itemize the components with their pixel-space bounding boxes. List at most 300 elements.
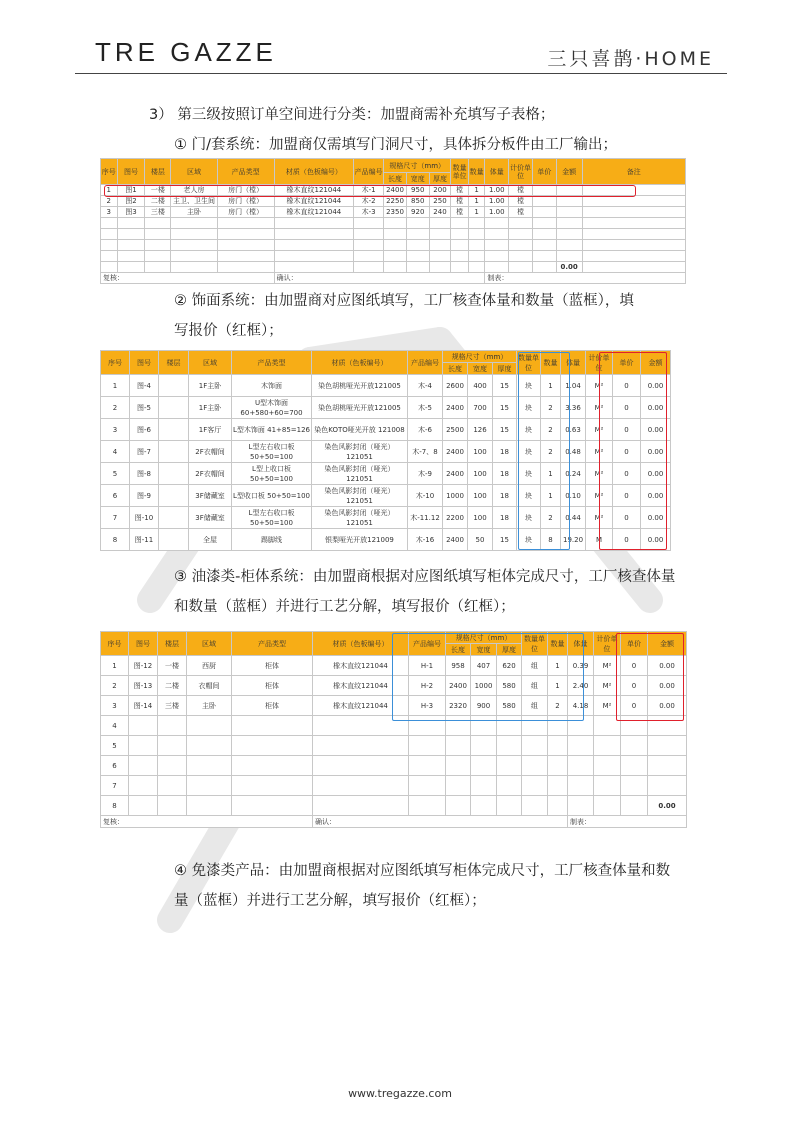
table-row: [101, 529, 671, 551]
table-cell: [187, 716, 232, 736]
table-cell: 0.24: [561, 463, 586, 485]
table-cell: [384, 218, 407, 229]
table-cell: 块: [517, 463, 541, 485]
table-cell: [232, 736, 313, 756]
th-amount: 金额: [648, 632, 687, 656]
table-cell: [568, 716, 594, 736]
table-cell: 6: [101, 756, 129, 776]
table-cell: [313, 716, 409, 736]
table-row: [101, 240, 686, 251]
table-cell: 银梨哑光开放121009: [312, 529, 408, 551]
table-cell: [497, 796, 522, 816]
th-price: 单价: [613, 351, 641, 375]
table-cell: [621, 776, 648, 796]
table-cell: [532, 218, 556, 229]
th-pcode: 产品编号: [408, 351, 443, 375]
table-cell: [485, 262, 509, 273]
table-cell: 染色风影封闭（哑光） 121051: [312, 485, 408, 507]
table-cell: 2F衣帽间: [189, 463, 232, 485]
table-cell: [171, 251, 218, 262]
table-cell: 8: [101, 529, 130, 551]
th-qty: 数量: [541, 351, 561, 375]
table-sign-row: [101, 273, 686, 284]
table-cell: 250: [429, 196, 451, 207]
table-cell: [509, 229, 533, 240]
table-cell: 组: [522, 676, 548, 696]
table-cell: [468, 229, 485, 240]
table-cell: 4: [101, 716, 129, 736]
header-divider: [75, 73, 727, 74]
table-cell: 块: [517, 485, 541, 507]
table-cell: 2400: [443, 397, 468, 419]
table-cell: 图-8: [130, 463, 159, 485]
cabinet-system-note-2: 和数量（蓝框）并进行工艺分解，填写报价（红框）；: [174, 599, 515, 615]
table-cell: 0: [621, 656, 648, 676]
table-cell: 橡木直纹121044: [274, 207, 354, 218]
table-cell: [145, 240, 171, 251]
veneer-system-table: [100, 350, 671, 551]
th-seq: 序号: [101, 351, 130, 375]
th-thk: 厚度: [493, 363, 517, 375]
th-price: 单价: [621, 632, 648, 656]
table-cell: [451, 229, 469, 240]
table-cell: 一楼: [145, 185, 171, 196]
table-cell: [548, 736, 568, 756]
table-cell: 衣帽间: [187, 676, 232, 696]
table-cell: [117, 218, 145, 229]
table-cell: [497, 736, 522, 756]
table-cell: 8: [541, 529, 561, 551]
table-cell: 950: [406, 185, 429, 196]
table-cell: 850: [406, 196, 429, 207]
table-cell: [145, 262, 171, 273]
table-cell: [471, 736, 497, 756]
table-cell: [313, 776, 409, 796]
table-cell: [384, 251, 407, 262]
table-cell: 组: [522, 696, 548, 716]
table-cell: 3F储藏室: [189, 485, 232, 507]
th-thk: 厚度: [497, 644, 522, 656]
section-3-heading: 3） 第三级按照订单空间进行分类：加盟商需补充填写子表格；: [149, 107, 555, 123]
table-cell: M²: [586, 375, 613, 397]
table-cell: 樘: [451, 196, 469, 207]
table-cell: [594, 756, 621, 776]
table-cell: [409, 756, 446, 776]
table-row: [101, 196, 686, 207]
table-cell: [101, 262, 118, 273]
table-cell: 橡木直纹121044: [313, 676, 409, 696]
table-cell: [568, 776, 594, 796]
table-cell: 图-12: [129, 656, 158, 676]
table-cell: 0.00: [641, 419, 671, 441]
table-cell: [556, 251, 582, 262]
table-cell: L型木饰面 41+85=126: [232, 419, 312, 441]
table-cell: [159, 529, 189, 551]
cabinet-system-table: [100, 631, 687, 828]
table-cell: 图-9: [130, 485, 159, 507]
table-cell: M²: [594, 696, 621, 716]
table-cell: 0.00: [648, 656, 687, 676]
th-spec: 规格尺寸（mm）: [443, 351, 517, 363]
table-cell: 0.00: [641, 397, 671, 419]
table-cell: 0.00: [641, 441, 671, 463]
table-cell: 3.36: [561, 397, 586, 419]
table-cell: [497, 776, 522, 796]
table-cell: 2500: [443, 419, 468, 441]
th-wid: 宽度: [468, 363, 493, 375]
table-cell: [568, 796, 594, 816]
table-cell: 樘: [451, 207, 469, 218]
th-material: 材质（色板编号）: [313, 632, 409, 656]
table-cell: [532, 240, 556, 251]
table-row: [101, 656, 687, 676]
table-cell: [485, 229, 509, 240]
table-cell: [101, 218, 118, 229]
table-cell: 房门（樘）: [217, 185, 274, 196]
table-cell: [556, 240, 582, 251]
table-cell: 1: [468, 207, 485, 218]
table-cell: 2400: [446, 676, 471, 696]
table-cell: 柜体: [232, 676, 313, 696]
table-cell: 3: [101, 419, 130, 441]
table-cell: 樘: [451, 185, 469, 196]
brand-name: 三只喜鹊·HOME: [547, 48, 714, 70]
table-cell: 0.00: [641, 375, 671, 397]
table-cell: 958: [446, 656, 471, 676]
table-cell: 0.00: [641, 529, 671, 551]
table-cell: 900: [471, 696, 497, 716]
table-cell: 100: [468, 485, 493, 507]
table-cell: [159, 441, 189, 463]
table-cell: [117, 262, 145, 273]
table-row: [101, 676, 687, 696]
table-cell: [594, 796, 621, 816]
table-cell: [429, 218, 451, 229]
table-cell: [446, 756, 471, 776]
table-cell: [384, 262, 407, 273]
table-row: [101, 397, 671, 419]
th-thk: 厚度: [429, 173, 451, 185]
table-cell: 200: [429, 185, 451, 196]
table-cell: 2: [101, 196, 118, 207]
th-ptype: 产品类型: [217, 159, 274, 185]
table-cell: 木-1: [354, 185, 384, 196]
table-cell: 图-13: [129, 676, 158, 696]
table-cell: H-3: [409, 696, 446, 716]
table-cell: 1.00: [485, 185, 509, 196]
table-cell: 木-11.12: [408, 507, 443, 529]
table-cell: 3F储藏室: [189, 507, 232, 529]
table-cell: 1F客厅: [189, 419, 232, 441]
table-cell: [468, 251, 485, 262]
th-vol: 体量: [561, 351, 586, 375]
table-cell: 0.63: [561, 419, 586, 441]
table-cell: [509, 218, 533, 229]
table-cell: 图-5: [130, 397, 159, 419]
table-cell: [582, 229, 685, 240]
table-cell: [509, 240, 533, 251]
brand-logo: [95, 37, 277, 68]
table-cell: 橡木直纹121044: [313, 696, 409, 716]
table-cell: 染色胡桃哑光开放121005: [312, 375, 408, 397]
table-cell: 920: [406, 207, 429, 218]
table-cell: [446, 716, 471, 736]
table-cell: [274, 229, 354, 240]
table-cell: [429, 229, 451, 240]
table-cell: 主卧: [171, 207, 218, 218]
table-cell: 0: [621, 696, 648, 716]
th-remark: 备注: [582, 159, 685, 185]
table-row: [101, 251, 686, 262]
table-cell: M²: [594, 676, 621, 696]
table-cell: M²: [586, 485, 613, 507]
table-cell: [471, 716, 497, 736]
veneer-system-note-1: ② 饰面系统：由加盟商对应图纸填写，工厂核查体量和数量（蓝框），填: [174, 293, 634, 309]
table-cell: L型左右收口板 50+50=100: [232, 507, 312, 529]
table-cell: 7: [101, 776, 129, 796]
table-cell: 图-4: [130, 375, 159, 397]
table-cell: [485, 218, 509, 229]
table-cell: [117, 240, 145, 251]
table-cell: [171, 240, 218, 251]
table-cell: 二楼: [158, 676, 187, 696]
table-total-row: [101, 262, 686, 273]
table-cell: [522, 776, 548, 796]
table-row: [101, 756, 687, 776]
table-cell: 染色风影封闭（哑光） 121051: [312, 441, 408, 463]
table-cell: [446, 796, 471, 816]
table-cell: [548, 756, 568, 776]
th-spec: 规格尺寸（mm）: [446, 632, 522, 644]
table-cell: 0.48: [561, 441, 586, 463]
table-cell: [187, 796, 232, 816]
table-cell: 2: [541, 397, 561, 419]
table-cell: M²: [586, 507, 613, 529]
table-cell: 6: [101, 485, 130, 507]
table-cell: M²: [586, 441, 613, 463]
table-cell: 主卫、卫生间: [171, 196, 218, 207]
th-pcode: 产品编号: [354, 159, 384, 185]
th-wid: 宽度: [471, 644, 497, 656]
table-cell: [621, 796, 648, 816]
table-cell: M²: [586, 397, 613, 419]
table-cell: 1: [548, 656, 568, 676]
table-cell: [556, 196, 582, 207]
table-cell: 图2: [117, 196, 145, 207]
table-cell: 染色风影封闭（哑光） 121051: [312, 463, 408, 485]
table-cell: 1F主卧: [189, 375, 232, 397]
table-cell: 图1: [117, 185, 145, 196]
table-cell: 0.39: [568, 656, 594, 676]
table-cell: 木-2: [354, 196, 384, 207]
table-cell: 橡木直纹121044: [274, 185, 354, 196]
logo-text: TRE GAZZE: [95, 37, 277, 67]
table-cell: 块: [517, 397, 541, 419]
table-cell: 2400: [443, 441, 468, 463]
table-cell: [485, 240, 509, 251]
table-row: [101, 441, 671, 463]
table-cell: [129, 776, 158, 796]
table-cell: 块: [517, 507, 541, 529]
table-cell: [648, 776, 687, 796]
table-row: [101, 218, 686, 229]
table-cell: 图-11: [130, 529, 159, 551]
table-cell: 主卧: [187, 696, 232, 716]
table-cell: 100: [468, 463, 493, 485]
th-drawing: 图号: [117, 159, 145, 185]
table-cell: 0: [613, 507, 641, 529]
table-cell: [217, 262, 274, 273]
th-ptype: 产品类型: [232, 632, 313, 656]
th-vol: 体量: [568, 632, 594, 656]
table-cell: 复核：: [101, 273, 275, 284]
table-row: [101, 776, 687, 796]
table-cell: [101, 240, 118, 251]
table-cell: 0.00: [641, 485, 671, 507]
table-cell: [594, 716, 621, 736]
table-cell: [446, 776, 471, 796]
table-cell: 580: [497, 676, 522, 696]
table-cell: 100: [468, 441, 493, 463]
th-floor: 楼层: [158, 632, 187, 656]
table-cell: [171, 229, 218, 240]
table-cell: 15: [493, 397, 517, 419]
table-cell: [354, 229, 384, 240]
table-cell: [406, 251, 429, 262]
page-header: [0, 0, 800, 80]
table-cell: L型收口板 50+50=100: [232, 485, 312, 507]
table-cell: 木-5: [408, 397, 443, 419]
table-cell: [101, 229, 118, 240]
table-cell: [582, 196, 685, 207]
th-amount: 金额: [556, 159, 582, 185]
table-cell: H-2: [409, 676, 446, 696]
table-cell: [158, 776, 187, 796]
table-cell: 0: [613, 529, 641, 551]
table-cell: [568, 736, 594, 756]
table-cell: 240: [429, 207, 451, 218]
table-cell: 全屋: [189, 529, 232, 551]
th-material: 材质（色板编号）: [274, 159, 354, 185]
table-cell: [117, 251, 145, 262]
th-area: 区域: [187, 632, 232, 656]
table-cell: [522, 756, 548, 776]
table-cell: [446, 736, 471, 756]
table-cell: 18: [493, 507, 517, 529]
table-cell: 2F衣帽间: [189, 441, 232, 463]
table-cell: [232, 716, 313, 736]
table-cell: H-1: [409, 656, 446, 676]
table-cell: [497, 716, 522, 736]
table-cell: 3: [101, 696, 129, 716]
table-cell: [582, 262, 685, 273]
table-cell: [384, 229, 407, 240]
table-cell: [429, 240, 451, 251]
table-cell: [429, 262, 451, 273]
th-punit: 计价单位: [509, 159, 533, 185]
table-cell: [313, 756, 409, 776]
table-cell: 15: [493, 419, 517, 441]
th-punit: 计价单位: [594, 632, 621, 656]
table-cell: [129, 736, 158, 756]
table-cell: 图-14: [129, 696, 158, 716]
th-wid: 宽度: [406, 173, 429, 185]
table-cell: [548, 776, 568, 796]
table-row: [101, 463, 671, 485]
table-cell: 0: [621, 676, 648, 696]
table-cell: M²: [586, 419, 613, 441]
table-cell: 染色胡桃哑光开放121005: [312, 397, 408, 419]
table-row: [101, 716, 687, 736]
table-cell: [471, 776, 497, 796]
table-cell: 5: [101, 736, 129, 756]
table-cell: 樘: [509, 196, 533, 207]
table-cell: 19.20: [561, 529, 586, 551]
table-cell: 2: [101, 676, 129, 696]
table-cell: 制表：: [485, 273, 686, 284]
table-cell: 2: [548, 696, 568, 716]
table-cell: 制表：: [568, 816, 687, 828]
table-cell: 0: [613, 375, 641, 397]
table-cell: [621, 736, 648, 756]
table-cell: 1000: [443, 485, 468, 507]
table-cell: [556, 185, 582, 196]
table-cell: 图-6: [130, 419, 159, 441]
table-cell: 1: [101, 656, 129, 676]
table-cell: [145, 229, 171, 240]
door-system-note: ① 门/套系统：加盟商仅需填写门洞尺寸，具体拆分板件由工厂输出；: [174, 137, 617, 153]
table-cell: 2: [541, 441, 561, 463]
table-cell: 2600: [443, 375, 468, 397]
table-cell: 2: [101, 397, 130, 419]
table-cell: [522, 736, 548, 756]
table-cell: 房门（樘）: [217, 207, 274, 218]
table-cell: 2.40: [568, 676, 594, 696]
table-cell: 块: [517, 419, 541, 441]
table-cell: 3: [101, 207, 118, 218]
door-system-table: [100, 158, 686, 284]
table-cell: 126: [468, 419, 493, 441]
table-cell: [582, 240, 685, 251]
table-cell: [406, 240, 429, 251]
table-cell: 确认：: [274, 273, 485, 284]
table-cell: [509, 251, 533, 262]
table-cell: [556, 229, 582, 240]
th-len: 长度: [446, 644, 471, 656]
th-area: 区域: [189, 351, 232, 375]
th-seq: 序号: [101, 159, 118, 185]
th-spec: 规格尺寸（mm）: [384, 159, 451, 173]
table-cell: [409, 736, 446, 756]
table-cell: 组: [522, 656, 548, 676]
table-row: [101, 229, 686, 240]
table-cell: 1: [468, 185, 485, 196]
th-qty: 数量: [468, 159, 485, 185]
table-cell: 染色风影封闭（哑光） 121051: [312, 507, 408, 529]
table-cell: 0: [613, 441, 641, 463]
table-cell: [274, 251, 354, 262]
table-cell: [145, 218, 171, 229]
table-cell: [313, 736, 409, 756]
table-cell: [145, 251, 171, 262]
table-cell: [468, 262, 485, 273]
table-cell: [532, 262, 556, 273]
table-row: [101, 485, 671, 507]
table-cell: [171, 262, 218, 273]
table-cell: [532, 207, 556, 218]
table-cell: [621, 716, 648, 736]
table-cell: 确认：: [313, 816, 568, 828]
